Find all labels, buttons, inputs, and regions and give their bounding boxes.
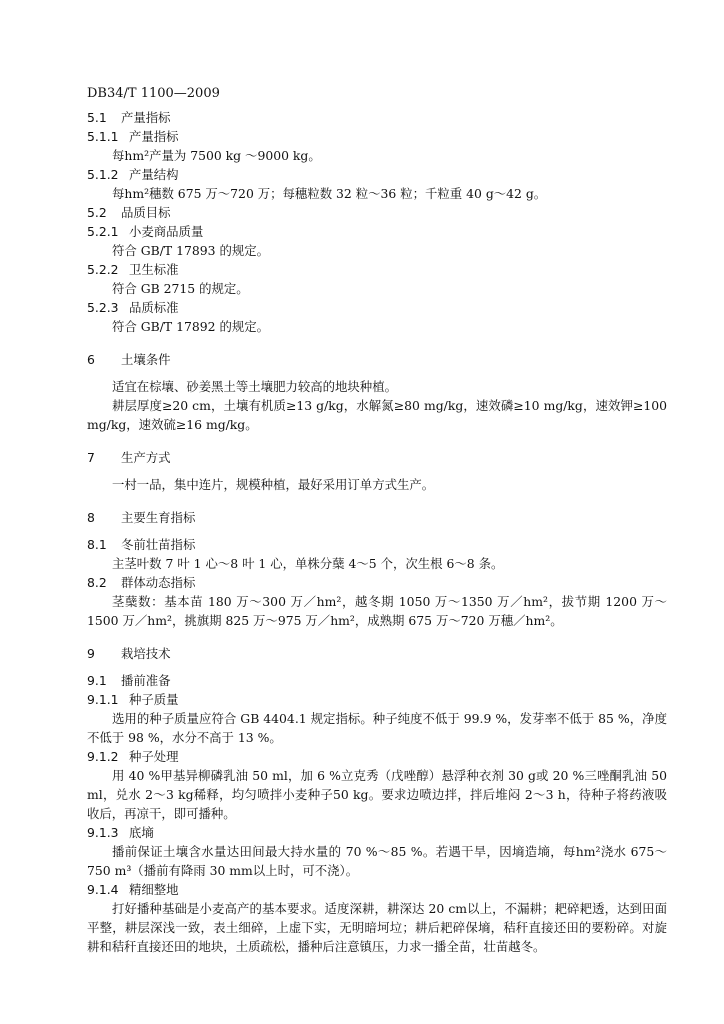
section-number: 9.1.2 [87,749,119,764]
section-number: 9.1.4 [87,882,119,897]
section-number: 8.2 [87,575,107,590]
section-heading [87,350,667,369]
section-heading [87,573,667,592]
section-heading [87,127,667,146]
section-title: 群体动态指标 [121,575,196,590]
section-heading [87,222,667,241]
section-heading [87,508,667,527]
section-heading [87,671,667,690]
document-id: DB34/T 1100—2009 [87,86,220,101]
section-heading [87,260,667,279]
paragraph: 用 40 %甲基异柳磷乳油 50 ml，加 6 %立克秀（戊唑醇）悬浮种衣剂 30 g或 20 %三唑酮乳油 50 ml，兑水 2～3 kg稀释，均匀喷拌小麦种子50 kg。要求边喷边拌，拌后堆闷 2～3 h，待种子将药液吸收后，再凉干，即可播种。 [87,768,667,821]
section-number: 9.1.3 [87,825,119,840]
paragraph: 耕层厚度≥20 cm，土壤有机质≥13 g/kg，水解氮≥80 mg/kg，速效磷≥10 mg/kg，速效钾≥100 mg/kg，速效硫≥16 mg/kg。 [87,398,667,432]
section-heading [87,108,667,127]
section-heading [87,747,667,766]
section-title: 土壤条件 [121,352,171,367]
section-title: 品质标准 [129,300,179,315]
section-number: 8.1 [87,537,107,552]
paragraph: 一村一品，集中连片，规模种植，最好采用订单方式生产。 [112,477,435,492]
section-number: 5.2.1 [87,224,119,239]
paragraph: 选用的种子质量应符合 GB 4404.1 规定指标。种子纯度不低于 99.9 %，发芽率不低于 85 %，净度不低于 98 %，水分不高于 13 %。 [87,711,667,745]
paragraph: 每hm²穗数 675 万～720 万；每穗粒数 32 粒～36 粒；千粒重 40 g～42 g。 [112,186,547,201]
section-title: 栽培技术 [121,646,171,661]
paragraph: 每hm²产量为 7500 kg ～9000 kg。 [112,148,321,163]
section-number: 8 [87,510,95,525]
section-title: 种子处理 [129,749,179,764]
section-heading [87,644,667,663]
section-number: 5.1.1 [87,129,119,144]
section-heading [87,880,667,899]
section-title: 品质目标 [121,205,171,220]
section-title: 精细整地 [129,882,179,897]
section-number: 5.1 [87,110,107,125]
section-title: 产量结构 [129,167,179,182]
section-heading [87,823,667,842]
paragraph: 打好播种基础是小麦高产的基本要求。适度深耕，耕深达 20 cm以上，不漏耕；耙碎耙透，达到田面平整，耕层深浅一致，表土细碎，上虚下实，无明暗坷垃；耕后耙碎保墒，秸秆直接还田的要粉碎。对旋耕和秸秆直接还田的地块，土质疏松，播种后注意镇压，力求一播全苗，壮苗越冬。 [87,901,667,954]
section-title: 播前准备 [121,673,171,688]
document-body [87,108,667,956]
section-title: 底墒 [129,825,154,840]
paragraph: 茎蘖数：基本苗 180 万～300 万／hm²，越冬期 1050 万～1350 万／hm²，拔节期 1200 万～1500 万／hm²，挑旗期 825 万～975 万／hm²，成熟期 675 万～720 万穗／hm²。 [87,594,667,628]
paragraph: 适宜在棕壤、砂姜黑土等土壤肥力较高的地块种植。 [112,379,397,394]
section-title: 产量指标 [129,129,179,144]
section-title: 冬前壮苗指标 [121,537,196,552]
section-number: 9 [87,646,95,661]
section-number: 9.1 [87,673,107,688]
section-heading [87,690,667,709]
section-heading [87,203,667,222]
section-heading [87,448,667,467]
paragraph: 符合 GB/T 17892 的规定。 [112,319,270,334]
section-heading [87,165,667,184]
section-number: 5.2 [87,205,107,220]
section-title: 卫生标准 [129,262,179,277]
section-heading [87,298,667,317]
section-heading [87,535,667,554]
section-number: 5.1.2 [87,167,119,182]
paragraph: 主茎叶数 7 叶 1 心～8 叶 1 心，单株分蘖 4～5 个，次生根 6～8 条。 [112,556,504,571]
section-title: 种子质量 [129,692,179,707]
section-number: 5.2.2 [87,262,119,277]
section-title: 小麦商品质量 [129,224,204,239]
section-title: 生产方式 [121,450,171,465]
paragraph: 播前保证土壤含水量达田间最大持水量的 70 %～85 %。若遇干旱，因墒造墒，每hm²浇水 675～750 m³（播前有降雨 30 mm以上时，可不浇）。 [87,844,667,878]
section-number: 9.1.1 [87,692,119,707]
section-title: 主要生育指标 [121,510,196,525]
section-number: 5.2.3 [87,300,119,315]
section-number: 6 [87,352,95,367]
section-number: 7 [87,450,95,465]
paragraph: 符合 GB/T 17893 的规定。 [112,243,270,258]
paragraph: 符合 GB 2715 的规定。 [112,281,249,296]
section-title: 产量指标 [121,110,171,125]
